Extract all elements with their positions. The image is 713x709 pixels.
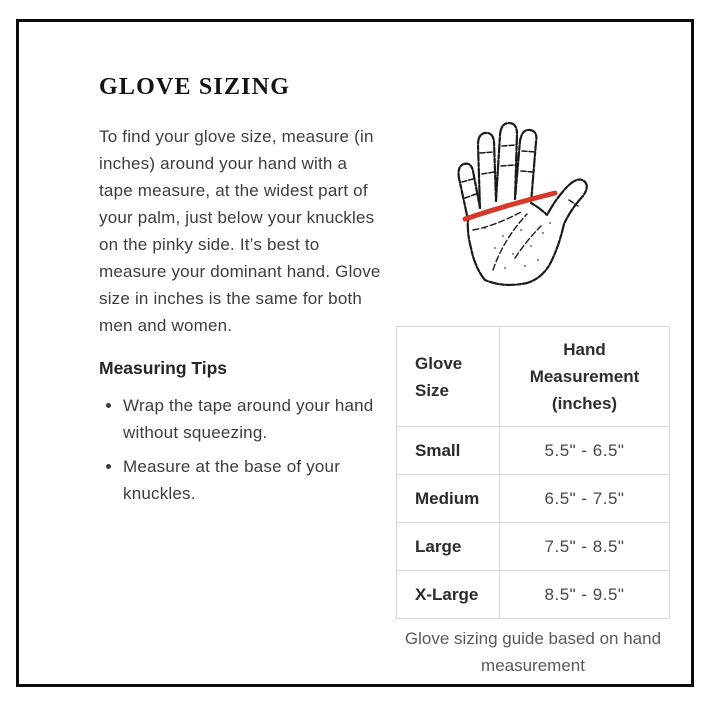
text-column (99, 74, 383, 514)
table-header-row (397, 327, 670, 427)
intro-paragraph: To find your glove size, measure (in inches) around your hand with a tape measure, at the widest part of your palm, just below your knuckles on the pinky side. It’s best to measure your dominant hand. Glove size in inches is the same for both men and women. (99, 127, 381, 335)
sizing-table (396, 326, 670, 619)
measurement-cell: 8.5" - 9.5" (500, 571, 670, 619)
measurement-cell: 6.5" - 7.5" (500, 475, 670, 523)
hand-palm-with-measurement-line-icon (455, 108, 605, 290)
measuring-tips-heading: Measuring Tips (99, 358, 228, 378)
page-title: GLOVE SIZING (99, 74, 291, 100)
hand-illustration (455, 108, 605, 290)
measuring-tips-list (99, 392, 383, 507)
measurement-cell: 5.5" - 6.5" (500, 427, 670, 475)
column-header-glove-size (397, 327, 500, 427)
size-cell: Medium (397, 475, 500, 523)
column-header-label: Hand Measurement (inches) (529, 340, 640, 413)
column-header-label: Glove Size (415, 353, 463, 400)
table-caption: Glove sizing guide based on hand measurement (404, 629, 662, 675)
table-row (397, 427, 670, 475)
page-frame (16, 19, 694, 687)
list-item: • Wrap the tape around your hand without squeezing. (123, 392, 383, 446)
size-cell: Large (397, 523, 500, 571)
size-cell: Small (397, 427, 500, 475)
list-item: • Measure at the base of your knuckles. (123, 453, 383, 507)
table-row (397, 523, 670, 571)
measurement-cell: 7.5" - 8.5" (500, 523, 670, 571)
size-cell: X-Large (397, 571, 500, 619)
column-header-hand-measurement (500, 327, 670, 427)
table-row (397, 571, 670, 619)
table-row (397, 475, 670, 523)
